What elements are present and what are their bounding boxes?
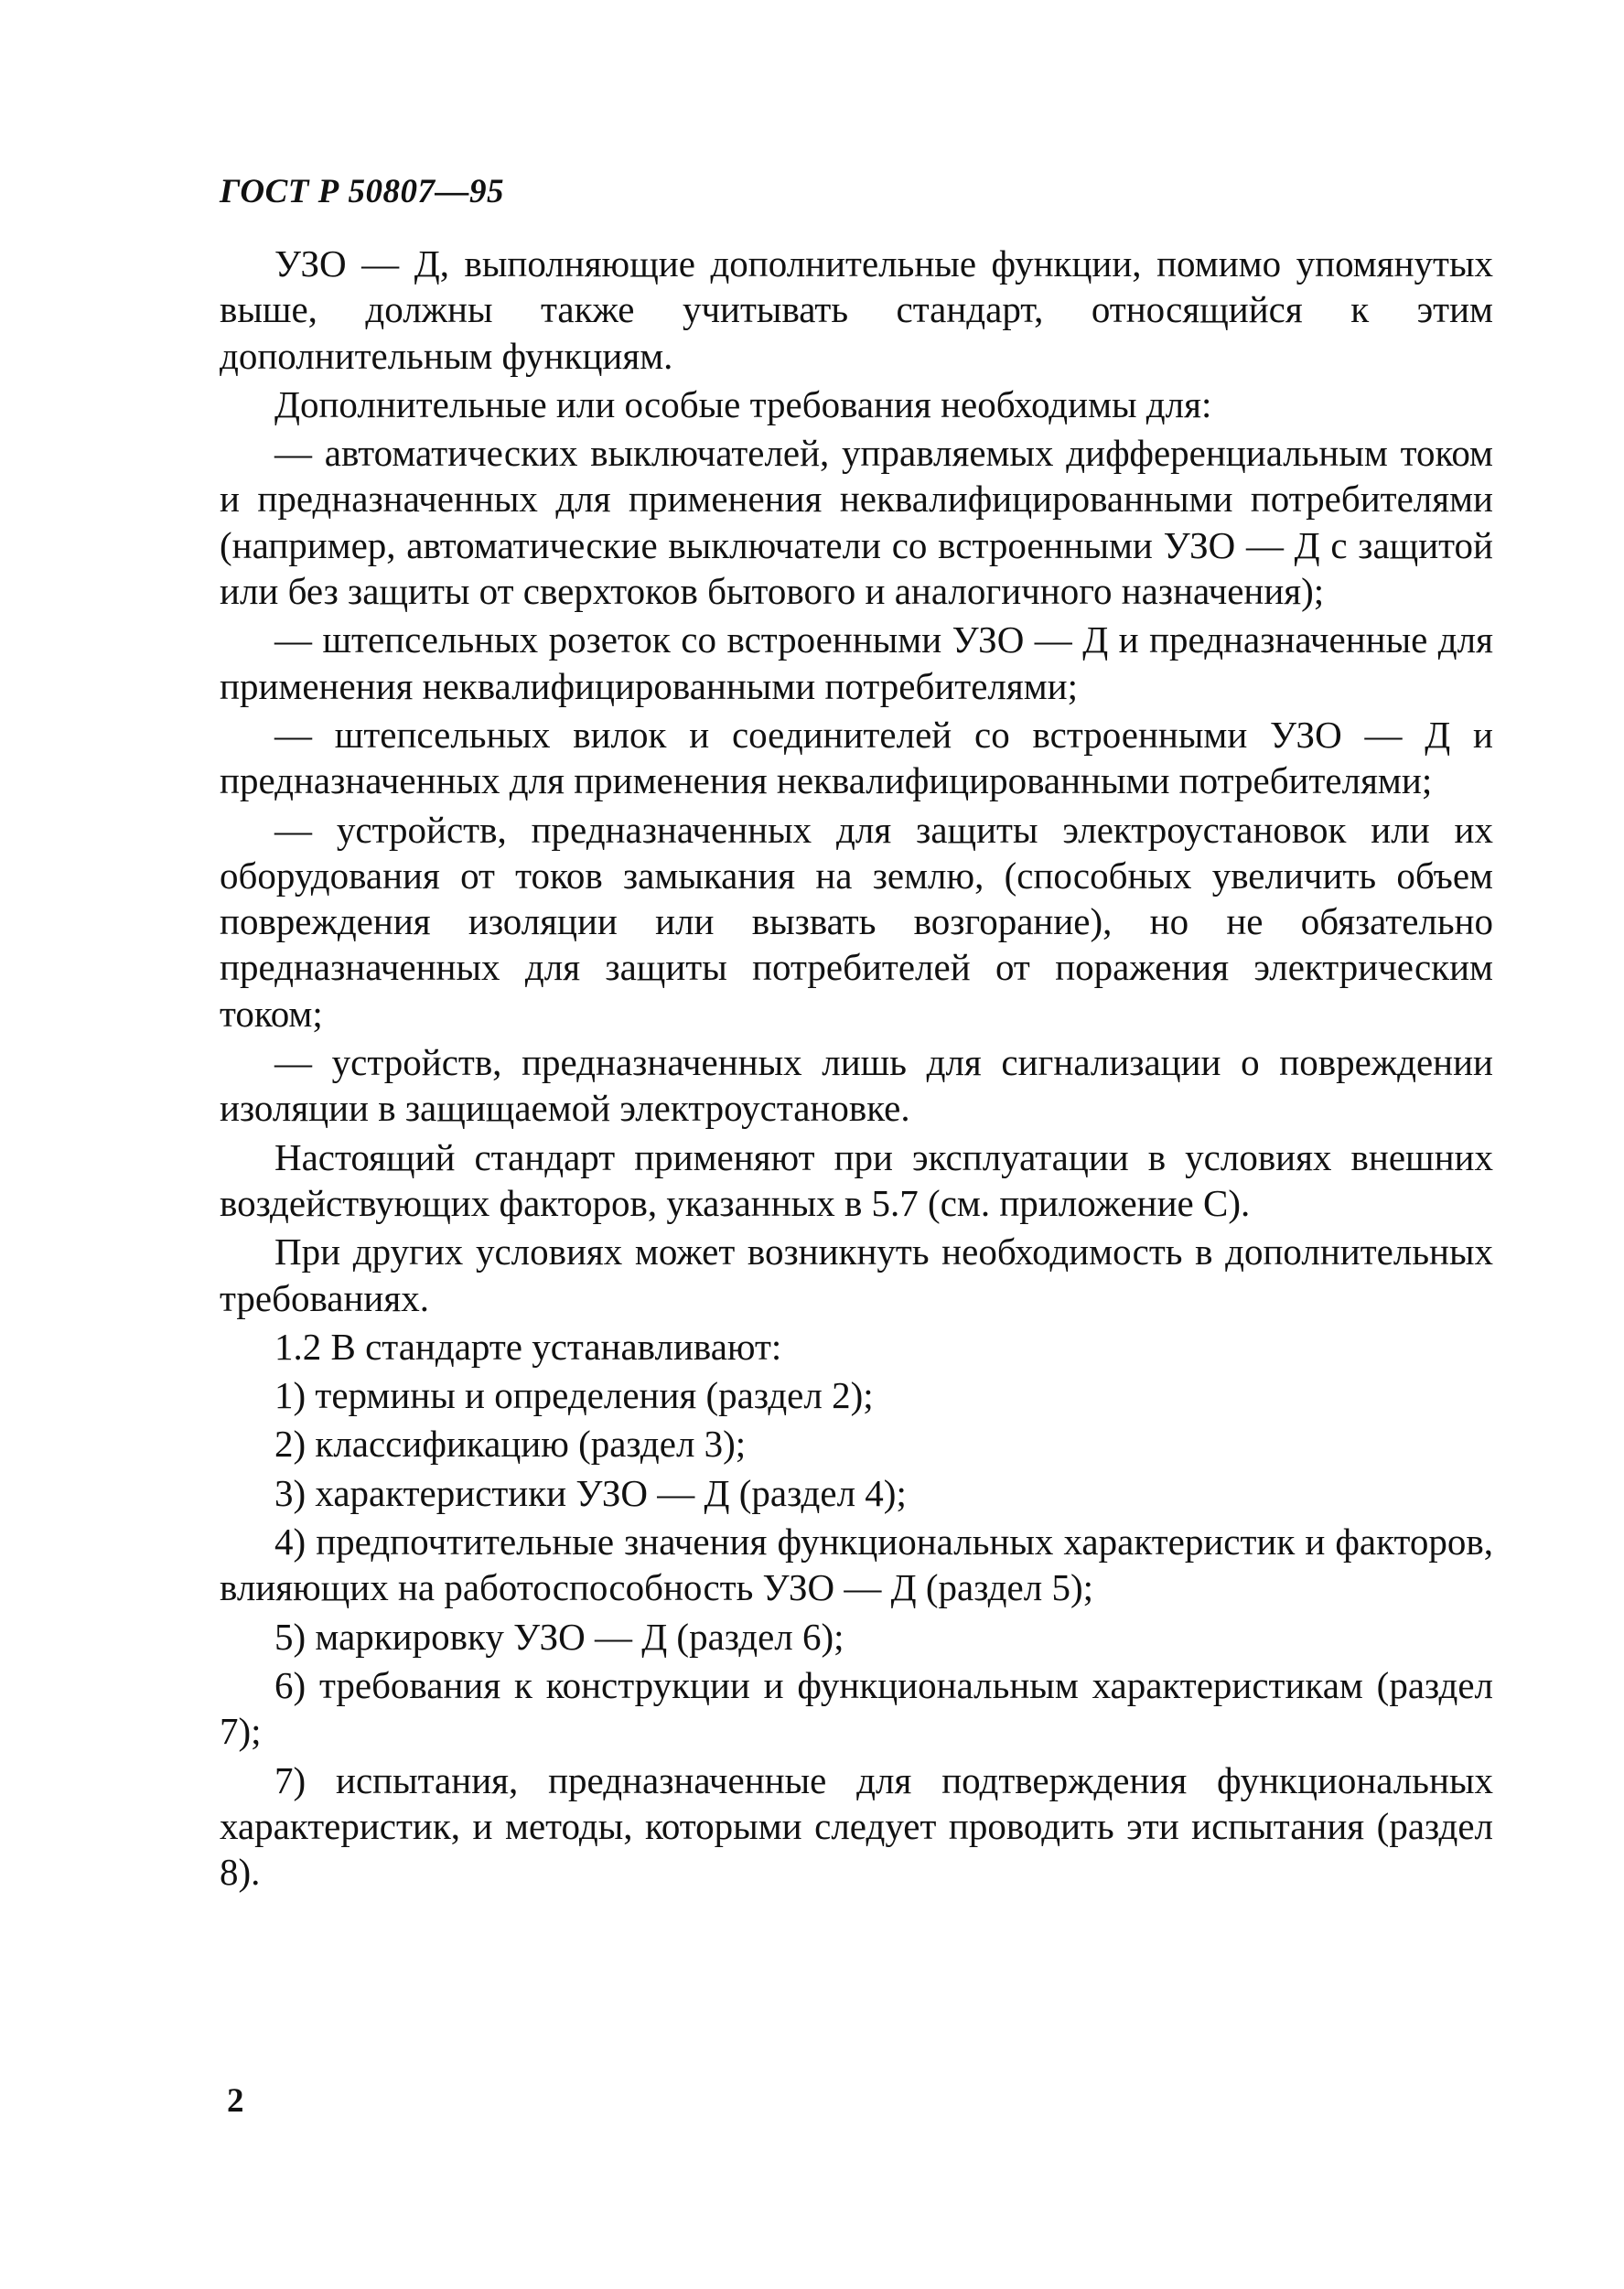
page-number: 2 [227, 2082, 244, 2120]
paragraph: — устройств, предназначенных для защиты электроустановок или их оборудования от токов замыкания на землю, (способных увеличить объем повреждения изоляции или вызвать возгорание), но не обязательно предназначенных для защиты потребителей от поражения электрическим током; [220, 808, 1493, 1035]
list-item: 4) предпочтительные значения функциональных характеристик и факторов, влияющих на работоспособность УЗО — Д (раздел 5); [220, 1521, 1493, 1609]
paragraph: УЗО — Д, выполняющие дополнительные функции, помимо упомянутых выше, должны также учитывать стандарт, относящийся к этим дополнительным функциям. [220, 242, 1493, 377]
paragraph: — устройств, предназначенных лишь для сигнализации о повреждении изоляции в защищаемой электроустановке. [220, 1041, 1493, 1130]
list-item: 7) испытания, предназначенные для подтверждения функциональных характеристик, и методы, которыми следует проводить эти испытания (раздел 8). [220, 1758, 1493, 1894]
document-header: ГОСТ Р 50807—95 [220, 173, 504, 210]
list-item: 1) термины и определения (раздел 2); [274, 1374, 874, 1417]
paragraph: Дополнительные или особые требования необходимы для: [274, 382, 1212, 425]
paragraph: — штепсельных вилок и соединителей со встроенными УЗО — Д и предназначенных для применения неквалифицированными потребителями; [220, 713, 1493, 802]
paragraph: — автоматических выключателей, управляемых дифференциальным током и предназначенных для применения неквалифицированными потребителями (например, автоматические выключатели со встроенными УЗО — Д с защитой или без защиты от сверхтоков бытового и аналогичного назначения); [220, 432, 1493, 613]
paragraph: — штепсельных розеток со встроенными УЗО — Д и предназначенные для применения неквалифицированными потребителями; [220, 618, 1493, 707]
paragraph: 1.2 В стандарте устанавливают: [274, 1325, 782, 1368]
list-item: 3) характеристики УЗО — Д (раздел 4); [274, 1471, 907, 1514]
list-item: 5) маркировку УЗО — Д (раздел 6); [274, 1615, 844, 1658]
list-item: 6) требования к конструкции и функциональным характеристикам (раздел 7); [220, 1663, 1493, 1753]
list-item: 2) классификацию (раздел 3); [274, 1423, 747, 1466]
document-body [220, 241, 1493, 1897]
paragraph: Настоящий стандарт применяют при эксплуатации в условиях внешних воздействующих факторов, указанных в 5.7 (см. приложение С). [220, 1135, 1493, 1224]
paragraph: При других условиях может возникнуть необходимость в дополнительных требованиях. [220, 1230, 1493, 1319]
